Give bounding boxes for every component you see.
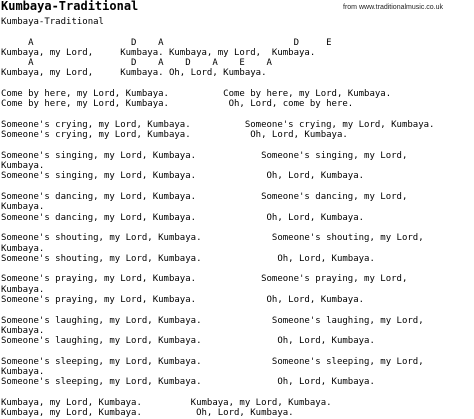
lyric-line: Kumbaya. bbox=[1, 325, 45, 336]
lyric-line: Kumbaya, my Lord, Kumbaya. Kumbaya, my Lord, Kumbaya. bbox=[1, 47, 316, 58]
lyric-line: Someone's singing, my Lord, Kumbaya. Someone's singing, my Lord, bbox=[1, 150, 408, 161]
lyric-line: Someone's shouting, my Lord, Kumbaya. Someone's shouting, my Lord, bbox=[1, 233, 424, 244]
lyric-line: Kumbaya. bbox=[1, 161, 45, 172]
lyric-line: Kumbaya. bbox=[1, 202, 45, 213]
lyric-line: Someone's praying, my Lord, Kumbaya. Someone's praying, my Lord, bbox=[1, 274, 408, 285]
lyric-line: Kumbaya. bbox=[1, 367, 45, 378]
song-title: Kumbaya-Traditional bbox=[1, 0, 139, 13]
chord-line: A D A D A E A bbox=[1, 58, 272, 69]
blank-line bbox=[1, 182, 434, 192]
lyric-line: Kumbaya. bbox=[1, 243, 45, 254]
blank-line bbox=[1, 27, 434, 37]
lyric-line: Someone's singing, my Lord, Kumbaya. Oh, Lord, Kumbaya. bbox=[1, 171, 365, 182]
lyric-line: Someone's laughing, my Lord, Kumbaya. Oh, Lord, Kumbaya. bbox=[1, 336, 375, 347]
lyric-line: Someone's crying, my Lord, Kumbaya. Someone's crying, my Lord, Kumbaya. bbox=[1, 119, 435, 130]
blank-line bbox=[1, 79, 434, 89]
lyric-line: Come by here, my Lord, Kumbaya. Oh, Lord, come by here. bbox=[1, 99, 354, 110]
lyric-line: Kumbaya, my Lord, Kumbaya. Kumbaya, my Lord, Kumbaya. bbox=[1, 397, 332, 408]
blank-line bbox=[1, 305, 434, 315]
lyric-line: Someone's crying, my Lord, Kumbaya. Oh, Lord, Kumbaya. bbox=[1, 130, 348, 141]
lyric-line: Someone's dancing, my Lord, Kumbaya. Someone's dancing, my Lord, bbox=[1, 192, 408, 203]
lyrics-with-chords bbox=[1, 17, 434, 419]
lyric-line: Kumbaya-Traditional bbox=[1, 17, 104, 27]
blank-line bbox=[1, 110, 434, 120]
chord-line: A D A D E bbox=[1, 37, 332, 48]
lyric-line: Kumbaya, my Lord, Kumbaya. Oh, Lord, Kumbaya. bbox=[1, 408, 294, 419]
blank-line bbox=[1, 264, 434, 274]
lyric-line: Someone's sleeping, my Lord, Kumbaya. Oh, Lord, Kumbaya. bbox=[1, 377, 375, 388]
blank-line bbox=[1, 223, 434, 233]
lyric-line: Kumbaya, my Lord, Kumbaya. Oh, Lord, Kumbaya. bbox=[1, 68, 267, 79]
blank-line bbox=[1, 141, 434, 151]
lyric-line: Someone's shouting, my Lord, Kumbaya. Oh, Lord, Kumbaya. bbox=[1, 253, 375, 264]
source-credit: from www.traditionalmusic.co.uk bbox=[343, 4, 443, 11]
lyric-line: Someone's praying, my Lord, Kumbaya. Oh, Lord, Kumbaya. bbox=[1, 295, 365, 306]
lyric-line: Kumbaya. bbox=[1, 284, 45, 295]
lyric-line: Come by here, my Lord, Kumbaya. Come by here, my Lord, Kumbaya. bbox=[1, 89, 392, 100]
lyric-line: Someone's dancing, my Lord, Kumbaya. Oh, Lord, Kumbaya. bbox=[1, 212, 365, 223]
blank-line bbox=[1, 347, 434, 357]
lyric-line: Someone's laughing, my Lord, Kumbaya. Someone's laughing, my Lord, bbox=[1, 315, 424, 326]
blank-line bbox=[1, 388, 434, 398]
lyric-line: Someone's sleeping, my Lord, Kumbaya. Someone's sleeping, my Lord, bbox=[1, 356, 424, 367]
